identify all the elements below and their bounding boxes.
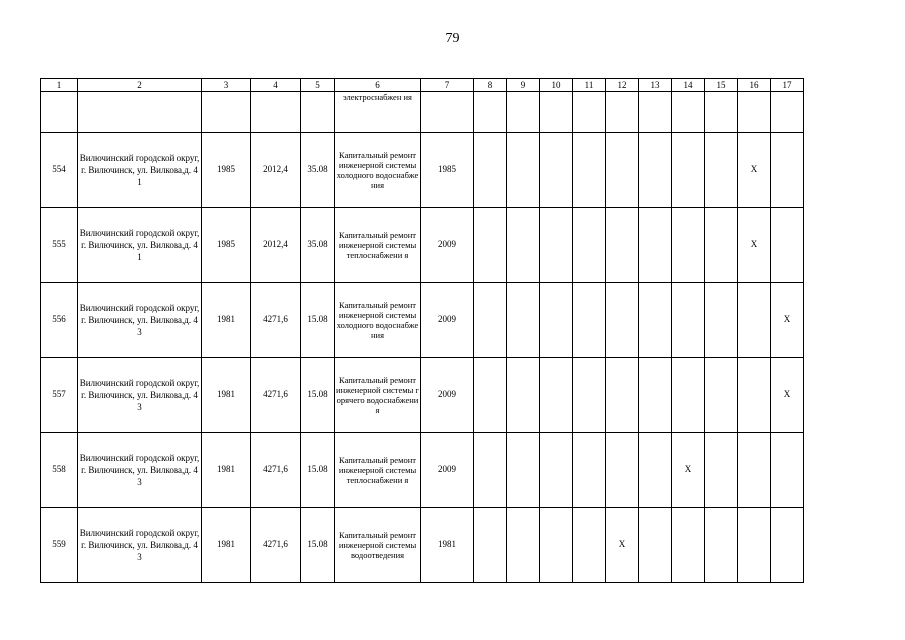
mark-cell: [705, 208, 738, 283]
address-cell: Вилючинский городской округ, г. Вилючинск, ул. Вилкова,д. 41: [78, 208, 202, 283]
column-header: 8: [474, 79, 507, 92]
mark-cell: [573, 358, 606, 433]
table-row: [41, 358, 804, 433]
column-header: 3: [202, 79, 251, 92]
column-header: 1: [41, 79, 78, 92]
row-number-cell: 554: [41, 133, 78, 208]
empty-cell: [474, 92, 507, 133]
wear-cell: 15.08: [301, 508, 335, 583]
mark-cell: [540, 433, 573, 508]
mark-cell: [540, 208, 573, 283]
mark-cell: X: [738, 133, 771, 208]
work-type-cell: Капитальный ремонт инженерной системы теплоснабжени я: [335, 208, 421, 283]
mark-cell: [573, 133, 606, 208]
column-header: 16: [738, 79, 771, 92]
work-type-cell: Капитальный ремонт инженерной системы горячего водоснабжения: [335, 358, 421, 433]
mark-cell: [474, 433, 507, 508]
empty-cell: [738, 92, 771, 133]
year-built-cell: 1981: [202, 358, 251, 433]
mark-cell: [771, 208, 804, 283]
address-cell: Вилючинский городской округ, г. Вилючинск, ул. Вилкова,д. 43: [78, 508, 202, 583]
mark-cell: [639, 433, 672, 508]
mark-cell: [606, 283, 639, 358]
mark-cell: [474, 508, 507, 583]
mark-cell: [672, 208, 705, 283]
year-repair-cell: 2009: [421, 283, 474, 358]
mark-cell: [738, 433, 771, 508]
mark-cell: [672, 358, 705, 433]
page-number: 79: [445, 31, 460, 46]
year-built-cell: 1981: [202, 508, 251, 583]
row-number-cell: 557: [41, 358, 78, 433]
year-repair-cell: 2009: [421, 358, 474, 433]
area-cell: 4271,6: [251, 508, 301, 583]
table-row: [41, 133, 804, 208]
mark-cell: [738, 508, 771, 583]
year-repair-cell: 1981: [421, 508, 474, 583]
empty-cell: [301, 92, 335, 133]
mark-cell: [474, 283, 507, 358]
mark-cell: [573, 433, 606, 508]
row-number-cell: 558: [41, 433, 78, 508]
work-type-cell: Капитальный ремонт инженерной системы холодного водоснабжения: [335, 133, 421, 208]
mark-cell: [507, 208, 540, 283]
mark-cell: [771, 508, 804, 583]
repair-register-table: [40, 78, 804, 583]
table-row: [41, 283, 804, 358]
wear-cell: 15.08: [301, 433, 335, 508]
mark-cell: [639, 208, 672, 283]
mark-cell: X: [606, 508, 639, 583]
mark-cell: [540, 283, 573, 358]
mark-cell: [507, 508, 540, 583]
work-type-cell: Капитальный ремонт инженерной системы водоотведения: [335, 508, 421, 583]
empty-cell: [421, 92, 474, 133]
mark-cell: [474, 358, 507, 433]
mark-cell: X: [672, 433, 705, 508]
mark-cell: [606, 208, 639, 283]
year-built-cell: 1985: [202, 133, 251, 208]
empty-cell: [705, 92, 738, 133]
mark-cell: [738, 358, 771, 433]
mark-cell: [606, 358, 639, 433]
empty-cell: [606, 92, 639, 133]
column-header: 13: [639, 79, 672, 92]
table-row: [41, 433, 804, 508]
table-row: [41, 508, 804, 583]
area-cell: 2012,4: [251, 208, 301, 283]
area-cell: 4271,6: [251, 358, 301, 433]
work-type-cell: Капитальный ремонт инженерной системы холодного водоснабжения: [335, 283, 421, 358]
mark-cell: [705, 433, 738, 508]
column-header: 6: [335, 79, 421, 92]
column-header: 2: [78, 79, 202, 92]
empty-cell: [771, 92, 804, 133]
mark-cell: [507, 283, 540, 358]
wear-cell: 35.08: [301, 208, 335, 283]
mark-cell: [573, 283, 606, 358]
area-cell: 2012,4: [251, 133, 301, 208]
mark-cell: [540, 133, 573, 208]
wear-cell: 15.08: [301, 358, 335, 433]
address-cell: Вилючинский городской округ, г. Вилючинск, ул. Вилкова,д. 43: [78, 358, 202, 433]
column-header: 11: [573, 79, 606, 92]
year-built-cell: 1981: [202, 283, 251, 358]
column-header: 15: [705, 79, 738, 92]
mark-cell: [672, 508, 705, 583]
mark-cell: [705, 283, 738, 358]
year-built-cell: 1985: [202, 208, 251, 283]
mark-cell: [639, 508, 672, 583]
mark-cell: [705, 358, 738, 433]
empty-cell: [251, 92, 301, 133]
empty-cell: [507, 92, 540, 133]
mark-cell: [639, 358, 672, 433]
empty-cell: [78, 92, 202, 133]
empty-cell: [41, 92, 78, 133]
row-number-cell: 559: [41, 508, 78, 583]
year-repair-cell: 2009: [421, 208, 474, 283]
mark-cell: [705, 133, 738, 208]
mark-cell: [573, 208, 606, 283]
mark-cell: X: [738, 208, 771, 283]
work-type-cell: Капитальный ремонт инженерной системы теплоснабжени я: [335, 433, 421, 508]
continuation-row: [41, 92, 804, 133]
mark-cell: [672, 283, 705, 358]
column-header: 10: [540, 79, 573, 92]
empty-cell: [639, 92, 672, 133]
column-header: 7: [421, 79, 474, 92]
mark-cell: [606, 433, 639, 508]
mark-cell: [672, 133, 705, 208]
row-number-cell: 555: [41, 208, 78, 283]
empty-cell: [540, 92, 573, 133]
year-repair-cell: 2009: [421, 433, 474, 508]
column-header: 14: [672, 79, 705, 92]
mark-cell: [705, 508, 738, 583]
empty-cell: [672, 92, 705, 133]
mark-cell: [507, 358, 540, 433]
row-number-cell: 556: [41, 283, 78, 358]
mark-cell: [606, 133, 639, 208]
mark-cell: [474, 133, 507, 208]
area-cell: 4271,6: [251, 283, 301, 358]
mark-cell: [573, 508, 606, 583]
mark-cell: [639, 133, 672, 208]
address-cell: Вилючинский городской округ, г. Вилючинск, ул. Вилкова,д. 41: [78, 133, 202, 208]
mark-cell: [738, 283, 771, 358]
mark-cell: X: [771, 358, 804, 433]
column-header: 5: [301, 79, 335, 92]
wear-cell: 15.08: [301, 283, 335, 358]
year-repair-cell: 1985: [421, 133, 474, 208]
empty-cell: [573, 92, 606, 133]
mark-cell: [771, 433, 804, 508]
mark-cell: [474, 208, 507, 283]
mark-cell: [540, 508, 573, 583]
column-header: 12: [606, 79, 639, 92]
mark-cell: X: [771, 283, 804, 358]
wear-cell: 35.08: [301, 133, 335, 208]
table-row: [41, 208, 804, 283]
address-cell: Вилючинский городской округ, г. Вилючинск, ул. Вилкова,д. 43: [78, 283, 202, 358]
mark-cell: [507, 433, 540, 508]
empty-cell: [202, 92, 251, 133]
column-header: 4: [251, 79, 301, 92]
year-built-cell: 1981: [202, 433, 251, 508]
column-number-header-row: [41, 79, 804, 92]
mark-cell: [771, 133, 804, 208]
mark-cell: [540, 358, 573, 433]
work-type-cell: электроснабжен ия: [335, 92, 421, 133]
mark-cell: [639, 283, 672, 358]
mark-cell: [507, 133, 540, 208]
address-cell: Вилючинский городской округ, г. Вилючинск, ул. Вилкова,д. 43: [78, 433, 202, 508]
area-cell: 4271,6: [251, 433, 301, 508]
column-header: 17: [771, 79, 804, 92]
column-header: 9: [507, 79, 540, 92]
